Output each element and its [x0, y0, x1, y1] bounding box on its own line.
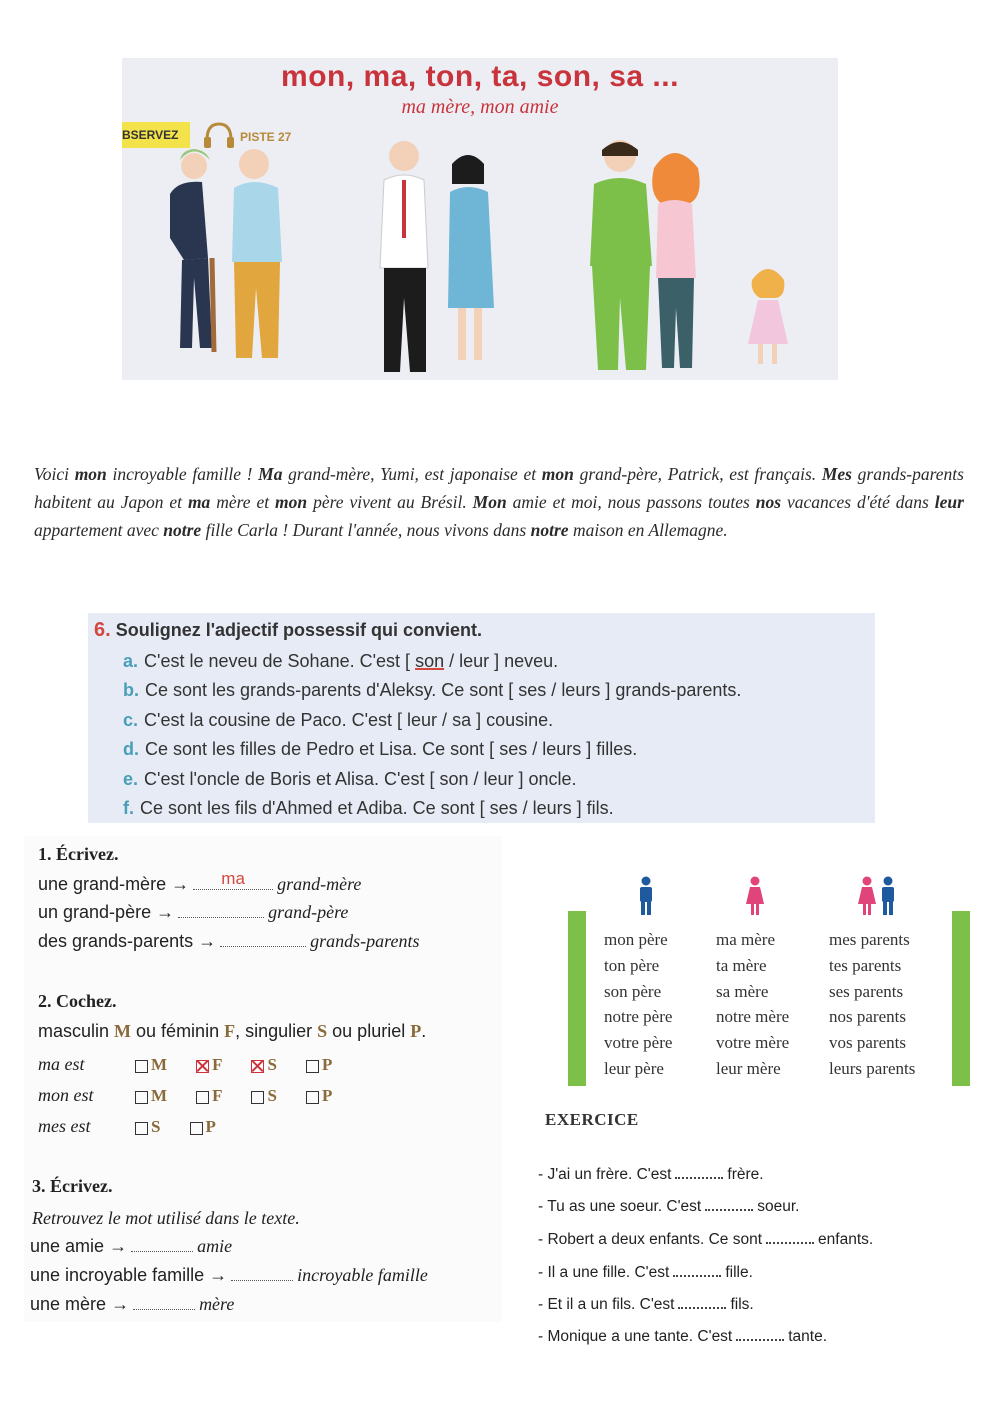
ex3-row-3: une mère → mère — [30, 1294, 235, 1314]
exercice-blank-2[interactable] — [705, 1199, 753, 1211]
ex6-item-d: d. Ce sont les filles de Pedro et Lisa. Ce sont [ ses / leurs ] filles. — [123, 739, 638, 759]
exercise-3-title: 3. Écrivez. — [32, 1176, 113, 1196]
exercice-blank-1[interactable] — [675, 1167, 723, 1179]
ex3-row-2: une incroyable famille → incroyable famille — [30, 1265, 428, 1285]
ex3-row-1: une amie → amie — [30, 1236, 233, 1256]
checkbox-ma-m[interactable] — [135, 1060, 148, 1073]
exercice-line-4: - Il a une fille. C'est fille. — [538, 1264, 753, 1281]
green-bar-left — [568, 911, 586, 1086]
exercice-blank-6[interactable] — [736, 1329, 784, 1341]
exercise-6 — [88, 613, 875, 823]
exercice-title: EXERCICE — [545, 1110, 639, 1129]
ex3-answer-3[interactable] — [133, 1295, 195, 1310]
checkbox-ma-f[interactable] — [196, 1060, 209, 1073]
checkbox-mon-m[interactable] — [135, 1091, 148, 1104]
ex1-answer-2[interactable] — [178, 903, 264, 918]
father-figure — [380, 141, 428, 372]
lesson-header — [122, 58, 838, 380]
ex1-answer-1[interactable]: ma — [193, 875, 273, 890]
exercise-2-title: 2. Cochez. — [38, 991, 117, 1011]
ex6-item-b: b. Ce sont les grands-parents d'Aleksy. Ce sont [ ses / leurs ] grands-parents. — [123, 680, 742, 700]
ex2-instruction: masculin M ou féminin F, singulier S ou pluriel P. — [38, 1021, 427, 1041]
ex1-row-3: des grands-parents → grands-parents — [38, 931, 420, 951]
exercice-blank-3[interactable] — [766, 1232, 814, 1244]
checkbox-mes-s[interactable] — [135, 1122, 148, 1135]
observez-label: BSERVEZ — [122, 122, 190, 148]
table-col-mere: ma mère ta mère sa mère notre mère votre mère leur mère — [716, 930, 790, 1078]
ex2-row-ma: ma est M F S P — [38, 1054, 333, 1074]
ex6-item-e: e. C'est l'oncle de Boris et Alisa. C'est [ son / leur ] oncle. — [123, 769, 577, 789]
exercice-blank-4[interactable] — [673, 1265, 721, 1277]
girl-figure — [748, 269, 788, 364]
ex6-item-c: c. C'est la cousine de Paco. C'est [ leur / sa ] cousine. — [123, 710, 554, 730]
checkbox-mon-s[interactable] — [251, 1091, 264, 1104]
exercice-line-1: - J'ai un frère. C'est frère. — [538, 1166, 764, 1183]
man-icon — [636, 876, 656, 916]
ex3-subtitle: Retrouvez le mot utilisé dans le texte. — [32, 1208, 300, 1228]
ex1-row-1: une grand-mère → ma grand-mère — [38, 869, 362, 894]
story-paragraph: Voici mon incroyable famille ! Ma grand-mère, Yumi, est japonaise et mon grand-père, Patrick, est français. Mes grands-parents habitent au Japon et ma mère et mon père vivent au Brésil. Mon amie et moi, nous passons toutes nos vacances d'été dans leur appartement avec notre fille Carla ! Durant l'année, nous vivons dans notre maison en Allemagne. — [34, 464, 964, 540]
ex1-row-2: un grand-père → grand-père — [38, 902, 349, 922]
checkbox-ma-p[interactable] — [306, 1060, 319, 1073]
ex6-item-a: a. C'est le neveu de Sohane. C'est [ son / leur ] neveu. — [123, 651, 559, 671]
couple-icon — [856, 876, 898, 916]
ex3-answer-2[interactable] — [231, 1266, 293, 1281]
table-col-pere: mon père ton père son père notre père votre père leur père — [604, 930, 673, 1078]
exercice-line-3: - Robert a deux enfants. Ce sont enfants. — [538, 1231, 874, 1248]
exercise-1-title: 1. Écrivez. — [38, 844, 119, 864]
table-col-parents: mes parents tes parents ses parents nos parents vos parents leurs parents — [829, 930, 916, 1078]
page-title: mon, ma, ton, ta, son, sa ... — [281, 60, 679, 93]
green-bar-right — [952, 911, 970, 1086]
ex2-row-mes: mes est S P — [38, 1116, 216, 1136]
grandfather-figure — [232, 149, 282, 358]
checkbox-mon-p[interactable] — [306, 1091, 319, 1104]
ex2-row-mon: mon est M F S P — [38, 1085, 333, 1105]
ex3-answer-1[interactable] — [131, 1237, 193, 1252]
exercice-line-2: - Tu as une soeur. C'est soeur. — [538, 1198, 800, 1215]
checkbox-ma-s[interactable] — [251, 1060, 264, 1073]
ex1-answer-3[interactable] — [220, 932, 306, 947]
exercice-line-6: - Monique a une tante. C'est tante. — [538, 1328, 828, 1345]
page-subtitle: ma mère, mon amie — [401, 96, 559, 118]
checkbox-mon-f[interactable] — [196, 1091, 209, 1104]
possessive-table — [568, 911, 971, 1086]
ex6-item-f: f. Ce sont les fils d'Ahmed et Adiba. Ce sont [ ses / leurs ] fils. — [123, 798, 614, 818]
exercice-blank-5[interactable] — [678, 1297, 726, 1309]
mother-figure — [448, 155, 494, 360]
young-woman-figure — [652, 153, 699, 368]
woman-icon — [744, 876, 766, 916]
exercise-6-title: 6. Soulignez l'adjectif possessif qui convient. — [94, 619, 483, 641]
family-illustration — [122, 138, 838, 380]
checkbox-mes-p[interactable] — [190, 1122, 203, 1135]
exercice-line-5: - Et il a un fils. C'est fils. — [538, 1296, 754, 1313]
grandmother-figure — [170, 149, 214, 352]
track-label: PISTE 27 — [240, 130, 292, 144]
young-man-figure — [590, 140, 652, 370]
left-exercises — [24, 836, 502, 1322]
